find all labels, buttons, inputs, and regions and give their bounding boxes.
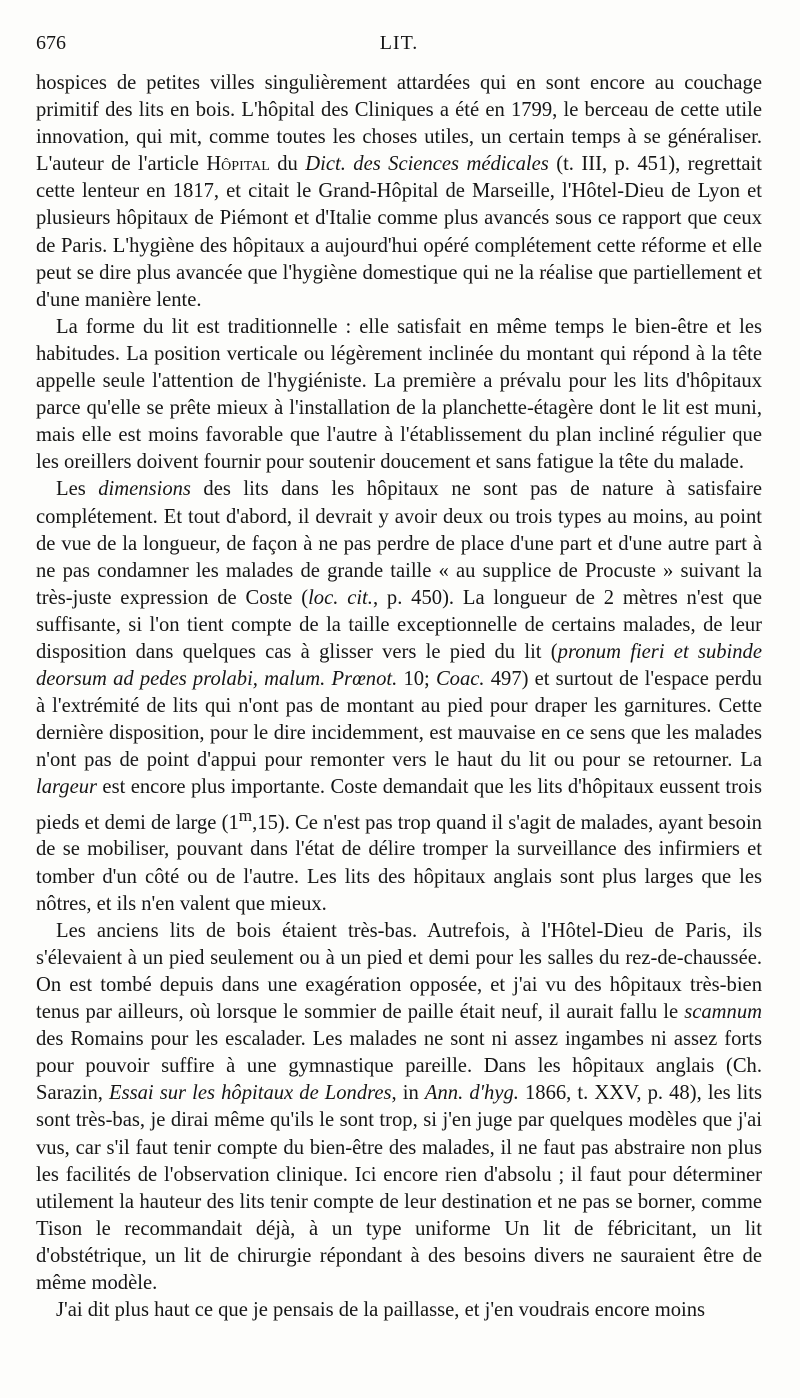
running-title: LIT. [379,32,419,54]
text-segment: Les anciens lits de bois étaient très-bas. Autrefois, à l'Hôtel-Dieu de Paris, ils s'élevaient à un pied seulement ou à un pied et demi pour les salles du rez-de-chaussée. On est tombé depuis dans une exagération opposée, et j'ai vu des hôpitaux très-bien tenus par ailleurs, où lorsque le sommier de paille était neuf, il aurait fallu le [36,919,762,1024]
text-segment: , p. 450). La longueur de 2 mètres n'est que suffisante, si l'on tient compte de la taille exceptionnelle de certains malades, de leur disposition dans quelques cas à glisser vers le pied du lit ( [36,586,762,663]
text-segment: La forme du lit est traditionnelle : elle satisfait en même temps le bien-être et les habitudes. La position verticale ou légèrement inclinée du montant qui répond à la tête appelle seule l'attention de l'hygiéniste. La première a prévalu pour les lits d'hôpitaux parce qu'elle se prête mieux à l'installation de la planchette-étagère dont le lit est muni, mais elle est moins favorable que l'autre à l'établissement du plan incliné régulier que les oreillers doivent fournir pour soutenir doucement et sans fatigue la tête du malade. [36,315,762,474]
small-caps-text: Hôpital [206,153,270,176]
italic-text: loc. cit. [308,586,373,609]
italic-text: Ann. d'hyg. [424,1082,519,1105]
page-header [36,26,762,70]
italic-text: Coac. [435,668,485,691]
superscript-text: m [238,805,253,825]
text-segment: 1866, t. XXV, p. 48), les lits sont très-bas, je dirai même qu'ils le sont trop, si j'en juge par quelques modèles que j'ai vus, car s'il faut tenir compte du bien-être des malades, il ne faut pas abstraire non plus les facilités de l'observation clinique. Ici encore rien d'absolu ; il faut pour déterminer utilement la hauteur des lits tenir compte de leur destination et ne pas se borner, comme Tison le recommandait déjà, à un type uniforme Un lit de fébricitant, un lit d'obstétrique, un lit de chirurgie répondant à des besoins divers ne sauraient être de même modèle. [36,1082,762,1294]
paragraph [36,918,762,1297]
text-segment: Les [56,478,99,501]
paragraph [36,70,762,314]
italic-text: scamnum [684,1001,762,1024]
text-segment: 497) et surtout de l'espace perdu à l'extrémité de lits qui n'ont pas de montant au pied pour draper les garnitures. Cette dernière disposition, pour le dire incidemment, est mauvaise en ce sens que les malades n'ont pas de point d'appui pour remonter vers le haut du lit ou pour se retourner. La [36,668,763,772]
text-segment: 10; [397,668,436,691]
text-segment: des Romains pour les escalader. Les malades ne sont ni assez ingambes ni assez forts pour pouvoir suffire à une gymnastique pareille. Dans les hôpitaux anglais (Ch. Sarazin, [36,1028,762,1105]
paragraph [36,314,762,477]
italic-text: Dict. des Sciences médicales [305,153,549,176]
body-text [36,70,762,1324]
paragraph [36,1297,762,1324]
text-segment: (t. III, p. 451), regrettait cette lenteur en 1817, et citait le Grand-Hôpital de Marseille, l'Hôtel-Dieu de Lyon et plusieurs hôpitaux de Piémont et d'Italie comme plus avancés sous ce rapport que ceux de Paris. L'hygiène des hôpitaux a aujourd'hui opéré complétement cette réforme et elle peut se dire plus avancée que l'hygiène domestique qui ne la réalise que partiellement et d'une manière lente. [36,153,762,311]
text-segment: , in [391,1082,425,1105]
text-segment: des lits dans les hôpitaux ne sont pas de nature à satisfaire complétement. Et tout d'abord, il devrait y avoir deux ou trois types au moins, au point de vue de la longueur, de façon à ne pas perdre de place d'une part et d'une autre part à ne pas condamner les malades de grande taille « au supplice de Procuste » suivant la très-juste expression de Coste ( [36,478,762,609]
text-segment: est encore plus importante. Coste demandait que les lits d'hôpitaux eussent trois pieds et demi de large (1 [36,776,762,834]
text-segment: du [269,153,306,176]
italic-text: largeur [36,776,98,799]
text-segment: ,15). Ce n'est pas trop quand il s'agit de malades, ayant besoin de se mobiliser, pouvant dans l'état de délire tromper la surveillance des infirmiers et tomber d'un côté ou de l'autre. Les lits des hôpitaux anglais sont plus larges que les nôtres, et ils n'en valent que mieux. [36,811,762,915]
page-number: 676 [36,32,66,54]
italic-text: pronum fieri et subinde deorsum ad pedes prolabi, malum. Prœnot. [36,640,762,691]
text-segment: J'ai dit plus haut ce que je pensais de la paillasse, et j'en voudrais encore moins [56,1299,706,1322]
paragraph [36,476,762,917]
italic-text: Essai sur les hôpitaux de Londres [109,1082,392,1105]
text-segment: hospices de petites villes singulièrement attardées qui en sont encore au couchage primitif des lits en bois. L'hôpital des Cliniques a été en 1799, le berceau de cette utile innovation, qui mit, comme toutes les choses utiles, un certain temps à se généraliser. L'auteur de l'article [36,72,762,176]
italic-text: dimensions [98,478,191,501]
